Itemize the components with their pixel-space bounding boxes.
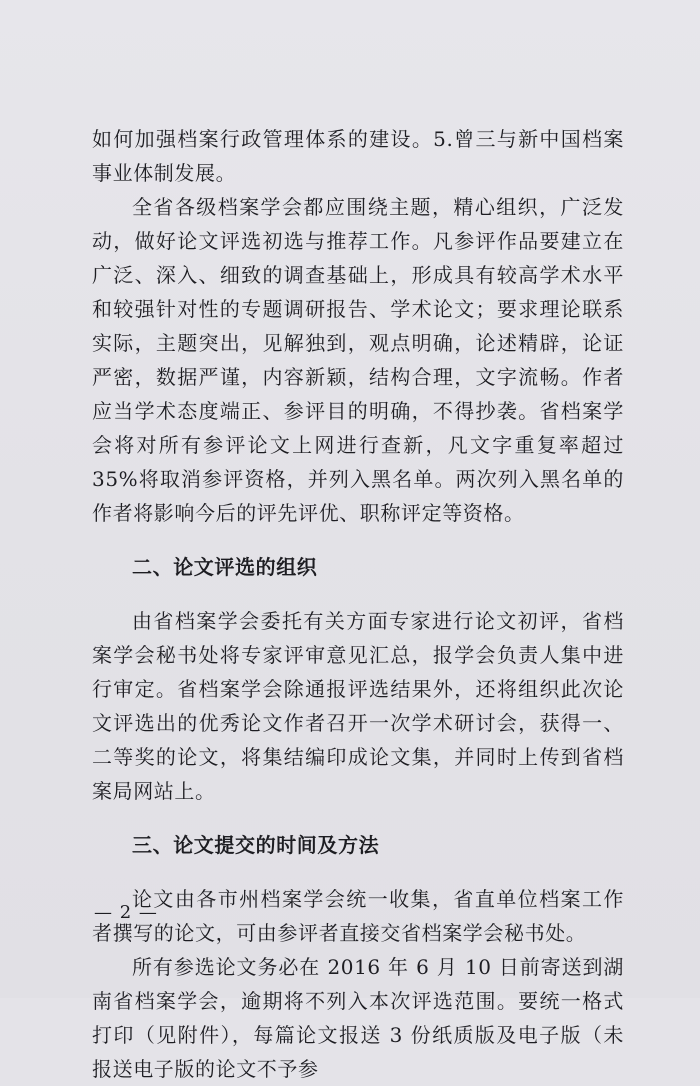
paragraph-submission-deadline: 所有参选论文务必在 2016 年 6 月 10 日前寄送到湖南省档案学会，逾期将不列入本次评选范围。要统一格式打印（见附件），每篇论文报送 3 份纸质版及电子版（未报送电子版的论文不予参 (92, 955, 624, 1081)
document-body (92, 122, 624, 1086)
paragraph-submission-collection: 论文由各市州档案学会统一收集，省直单位档案工作者撰写的论文，可由参评者直接交省档案学会秘书处。 (92, 887, 624, 945)
section-heading-submission: 三、论文提交的时间及方法 (132, 833, 380, 857)
paragraph-topics-continued: 如何加强档案行政管理体系的建设。5.曾三与新中国档案事业体制发展。 (92, 127, 624, 185)
page-number: — 2 — (94, 902, 158, 923)
paragraph-organization: 由省档案学会委托有关方面专家进行论文初评，省档案学会秘书处将专家评审意见汇总，报学会负责人集中进行审定。省档案学会除通报评选结果外，还将组织此次论文评选出的优秀论文作者召开一次学术研讨会，获得一、二等奖的论文，将集结编印成论文集，并同时上传到省档案局网站上。 (92, 609, 624, 803)
section-heading-organization: 二、论文评选的组织 (132, 555, 318, 579)
paragraph-requirements: 全省各级档案学会都应围绕主题，精心组织，广泛发动，做好论文评选初选与推荐工作。凡参评作品要建立在广泛、深入、细致的调查基础上，形成具有较高学术水平和较强针对性的专题调研报告、学术论文；要求理论联系实际，主题突出，见解独到，观点明确，论述精辟，论证严密，数据严谨，内容新颖，结构合理，文字流畅。作者应当学术态度端正、参评目的明确，不得抄袭。省档案学会将对所有参评论文上网进行查新，凡文字重复率超过35%将取消参评资格，并列入黑名单。两次列入黑名单的作者将影响今后的评先评优、职称评定等资格。 (92, 195, 624, 525)
